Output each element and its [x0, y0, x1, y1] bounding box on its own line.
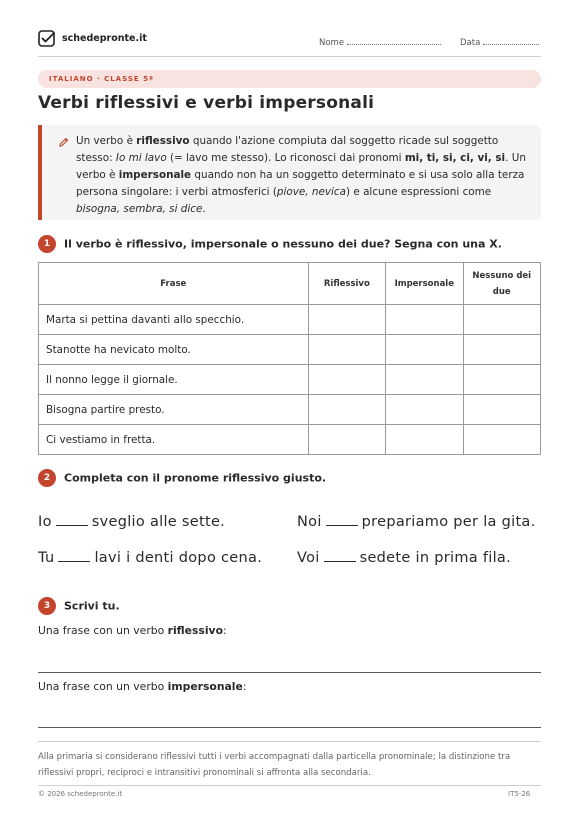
- answer-cell-riflessivo[interactable]: [308, 335, 385, 365]
- name-line[interactable]: [347, 35, 441, 45]
- answer-cell-riflessivo[interactable]: [308, 425, 385, 455]
- section-3-heading: [38, 597, 120, 615]
- explanation-box: [38, 125, 541, 220]
- page-header: [38, 30, 541, 56]
- section-title: Il verbo è riflessivo, impersonale o nessuno dei due? Segna con una X.: [64, 237, 502, 251]
- col-header-frase: Frase: [39, 263, 309, 305]
- sentence-cell: Ci vestiamo in fretta.: [39, 425, 309, 455]
- answer-cell-riflessivo[interactable]: [308, 395, 385, 425]
- explanation-text: Un verbo è riflessivo quando l'azione compiuta dal soggetto ricade sul soggetto stesso: Io mi lavo (= lavo me stesso). Lo riconosci dai pronomi mi, ti, si, ci, vi, si. Un verbo è impersonale quando non ha un soggetto determinato e si usa solo alla terza persona singolare: i verbi atmosferici (piove, nevica) e alcune espressioni come bisogna, sembra, si dice.: [76, 135, 526, 215]
- answer-cell-nessuno[interactable]: [463, 305, 540, 335]
- table-row: [39, 335, 541, 365]
- answer-cell-impersonale[interactable]: [386, 425, 463, 455]
- classification-table: [38, 262, 541, 455]
- section-1-heading: [38, 235, 502, 253]
- answer-blank[interactable]: [56, 513, 88, 526]
- write-line-impersonale[interactable]: [38, 727, 541, 728]
- table-row: [39, 395, 541, 425]
- col-header-impersonale: Impersonale: [386, 263, 463, 305]
- date-line[interactable]: [483, 35, 539, 45]
- header-divider: [38, 56, 541, 57]
- answer-cell-nessuno[interactable]: [463, 395, 540, 425]
- sheet-code: IT5-26: [508, 790, 531, 798]
- answer-blank[interactable]: [326, 513, 358, 526]
- prompt-impersonale: Una frase con un verbo impersonale:: [38, 680, 247, 693]
- sentence-cell: Stanotte ha nevicato molto.: [39, 335, 309, 365]
- date-label: Data: [460, 38, 481, 48]
- answer-cell-impersonale[interactable]: [386, 395, 463, 425]
- col-header-nessuno: Nessuno dei due: [463, 263, 540, 305]
- copyright: © 2026 schedepronte.it: [38, 790, 123, 798]
- section-number: 2: [38, 469, 56, 487]
- section-2-heading: [38, 469, 326, 487]
- sentence-cell: Marta si pettina davanti allo specchio.: [39, 305, 309, 335]
- answer-cell-riflessivo[interactable]: [308, 365, 385, 395]
- section-title: Scrivi tu.: [64, 599, 120, 613]
- page-title: Verbi riflessivi e verbi impersonali: [38, 93, 375, 113]
- name-field[interactable]: [319, 35, 441, 48]
- fill-subject: Tu: [38, 550, 55, 566]
- write-line-riflessivo[interactable]: [38, 672, 541, 673]
- answer-blank[interactable]: [324, 549, 356, 562]
- fill-item: [38, 549, 262, 566]
- fill-rest: sedete in prima fila.: [359, 550, 512, 566]
- fill-item: [38, 513, 225, 530]
- footer-divider: [38, 785, 541, 786]
- answer-cell-impersonale[interactable]: [386, 335, 463, 365]
- checkbox-logo-icon: [38, 30, 56, 48]
- section-title: Completa con il pronome riflessivo giusto.: [64, 471, 327, 485]
- answer-blank[interactable]: [58, 549, 90, 562]
- fill-item: [297, 549, 511, 566]
- answer-cell-riflessivo[interactable]: [308, 305, 385, 335]
- answer-cell-nessuno[interactable]: [463, 365, 540, 395]
- sentence-cell: Il nonno legge il giornale.: [39, 365, 309, 395]
- fill-subject: Voi: [297, 550, 320, 566]
- prompt-riflessivo: Una frase con un verbo riflessivo:: [38, 624, 227, 637]
- pencil-icon: [58, 137, 69, 148]
- date-field[interactable]: [460, 35, 539, 48]
- fill-rest: prepariamo per la gita.: [361, 514, 536, 530]
- fill-subject: Io: [38, 514, 52, 530]
- footnote-divider: [38, 741, 541, 742]
- answer-cell-impersonale[interactable]: [386, 365, 463, 395]
- subject-tag: ITALIANO · CLASSE 5ª: [38, 70, 541, 88]
- footnote: Alla primaria si considerano riflessivi tutti i verbi accompagnati dalla particella pronominale; la distinzione tra riflessivi propri, reciproci e intransitivi pronominali si affronta alla secondaria.: [38, 752, 511, 778]
- brand-name: schedepronte.it: [62, 33, 147, 44]
- table-row: [39, 365, 541, 395]
- col-header-riflessivo: Riflessivo: [308, 263, 385, 305]
- fill-rest: sveglio alle sette.: [91, 514, 226, 530]
- fill-item: [297, 513, 536, 530]
- fill-rest: lavi i denti dopo cena.: [94, 550, 263, 566]
- table-row: [39, 425, 541, 455]
- table-row: [39, 305, 541, 335]
- section-number: 3: [38, 597, 56, 615]
- name-label: Nome: [319, 38, 345, 48]
- sentence-cell: Bisogna partire presto.: [39, 395, 309, 425]
- answer-cell-nessuno[interactable]: [463, 425, 540, 455]
- section-number: 1: [38, 235, 56, 253]
- fill-subject: Noi: [297, 514, 322, 530]
- answer-cell-impersonale[interactable]: [386, 305, 463, 335]
- answer-cell-nessuno[interactable]: [463, 335, 540, 365]
